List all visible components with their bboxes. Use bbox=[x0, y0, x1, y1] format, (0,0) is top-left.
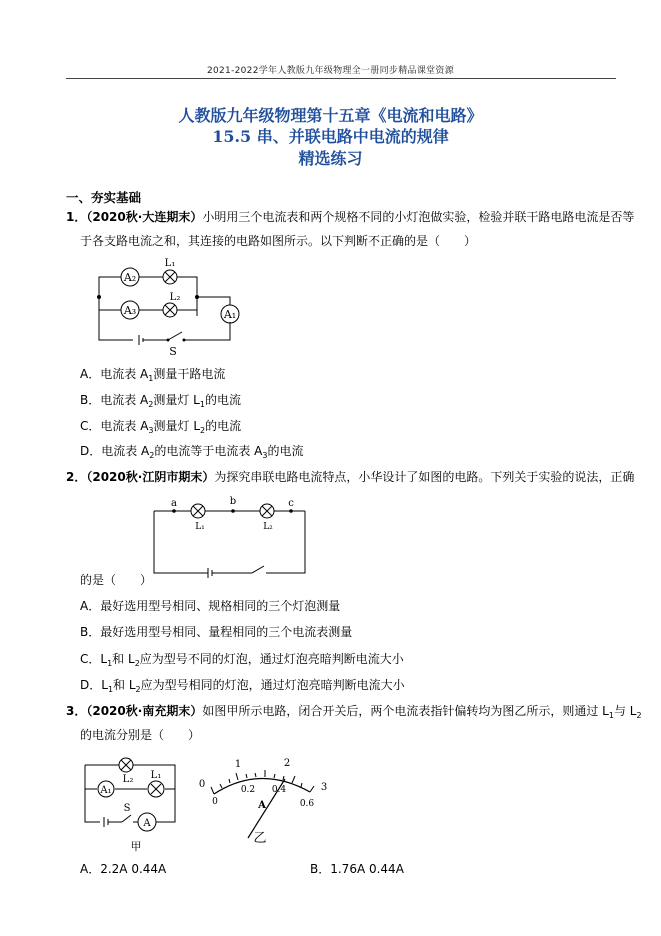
lamp-l2-label: L₂ bbox=[122, 774, 134, 785]
question-2-option-a[interactable]: A．最好选用型号相同、规格相同的三个灯泡测量 bbox=[80, 599, 341, 613]
question-2-number: 2． bbox=[66, 470, 87, 484]
question-1-source: （2020秋·大连期末） bbox=[86, 210, 203, 224]
question-3-stem: 如图甲所示电路，闭合开关后，两个电流表指针偏转均为图乙所示，则通过 L bbox=[202, 704, 609, 718]
question-1-stem: 小明用三个电流表和两个规格不同的小灯泡做实验，检验并联干路电路电流是否等 bbox=[202, 210, 635, 224]
point-b-label: b bbox=[229, 496, 237, 507]
question-1-line-1 bbox=[66, 209, 634, 225]
question-1-option-c[interactable]: C．电流表 $A_3$测量灯 $L_2$的电流 bbox=[80, 419, 242, 435]
page-subtitle-2: 精选练习 bbox=[298, 149, 363, 168]
switch-s-label: S bbox=[123, 803, 131, 814]
question-2-source: （2020秋·江阴市期末） bbox=[86, 470, 215, 484]
dial-tick-3: 3 bbox=[320, 782, 328, 793]
ammeter-a2-label: A₂ bbox=[123, 271, 137, 284]
question-2-line-2: 的是（ ） bbox=[80, 573, 153, 587]
dial-small-tick-0-4: 0.4 bbox=[271, 785, 287, 795]
question-2-option-b[interactable]: B．最好选用型号相同、量程相同的三个电流表测量 bbox=[80, 625, 353, 639]
question-3-number: 3． bbox=[66, 704, 87, 718]
question-2-option-c[interactable]: C．$L_1$和 $L_2$应为型号不同的灯泡，通过灯泡亮暗判断电流大小 bbox=[80, 652, 404, 668]
question-1-option-a[interactable]: A．电流表 $A_1$测量干路电流 bbox=[80, 367, 226, 383]
question-3-circuit-figure-jia bbox=[80, 752, 190, 854]
lamp-l1-label: L₁ bbox=[150, 770, 162, 781]
question-3-ammeter-dial-figure bbox=[192, 752, 337, 852]
question-1-line-2: 于各支路电流之和，其连接的电路如图所示。以下判断不正确的是（ ） bbox=[80, 234, 477, 248]
junction-dot bbox=[195, 295, 199, 299]
lamp-l1-label: L₁ bbox=[164, 258, 176, 269]
question-2-circuit-figure bbox=[150, 495, 310, 580]
question-1-number: 1． bbox=[66, 210, 87, 224]
question-3-option-a[interactable]: A．2.2A 0.44A bbox=[80, 862, 167, 876]
point-c-label: c bbox=[288, 498, 294, 509]
dial-small-tick-0-2: 0.2 bbox=[240, 785, 256, 795]
page-header: 2021-2022学年人教版九年级物理全一册同步精品课堂资源 bbox=[206, 66, 455, 76]
lamp-l1-label: L₁ bbox=[195, 522, 205, 532]
point-a-label: a bbox=[171, 498, 177, 509]
figure-caption-jia: 甲 bbox=[130, 840, 142, 853]
section-heading: 一、夯实基础 bbox=[66, 190, 142, 205]
question-3-line-1: 3．（2020秋·南充期末）如图甲所示电路，闭合开关后，两个电流表指针偏转均为图乙所示，则通过 $L_1$与 $L_2$ bbox=[66, 704, 642, 720]
question-3-option-b[interactable]: B．1.76A 0.44A bbox=[310, 862, 404, 876]
ammeter-a-label: A bbox=[143, 818, 151, 829]
junction-dot bbox=[97, 295, 101, 299]
dial-tick-2: 2 bbox=[283, 758, 291, 769]
figure-caption-yi: 乙 bbox=[253, 831, 267, 846]
dial-small-tick-0: 0 bbox=[212, 797, 218, 807]
ammeter-a1-label: A₁ bbox=[100, 785, 112, 796]
dial-small-tick-0-6: 0.6 bbox=[299, 799, 315, 809]
page-subtitle: 15.5 串、并联电路中电流的规律 bbox=[212, 127, 449, 146]
lamp-l2-label: L₂ bbox=[263, 522, 273, 532]
question-3-line-2: 的电流分别是（ ） bbox=[80, 728, 201, 742]
question-1-option-b[interactable]: B．电流表 $A_2$测量灯 $L_1$的电流 bbox=[80, 393, 241, 409]
header-divider bbox=[66, 78, 616, 79]
question-2-line-1 bbox=[66, 469, 634, 485]
question-3-source: （2020秋·南充期末） bbox=[86, 704, 203, 718]
lamp-l2-label: L₂ bbox=[169, 292, 181, 303]
dial-unit-label: A bbox=[258, 800, 266, 811]
page-title: 人教版九年级物理第十五章《电流和电路》 bbox=[178, 106, 483, 125]
dial-tick-1: 1 bbox=[234, 759, 242, 770]
question-2-option-d[interactable]: D．$L_1$和 $L_2$应为型号相同的灯泡，通过灯泡亮暗判断电流大小 bbox=[80, 678, 405, 694]
question-1-option-d[interactable]: D．电流表 $A_2$的电流等于电流表 $A_3$的电流 bbox=[80, 444, 304, 460]
dial-tick-0: 0 bbox=[198, 779, 206, 790]
question-1-circuit-figure bbox=[80, 255, 250, 360]
question-2-stem: 为探究串联电路电流特点，小华设计了如图的电路。下列关于实验的说法，正确 bbox=[214, 470, 635, 484]
switch-s-label: S bbox=[169, 345, 177, 358]
ammeter-a3-label: A₃ bbox=[123, 304, 137, 317]
ammeter-a1-label: A₁ bbox=[223, 308, 237, 321]
